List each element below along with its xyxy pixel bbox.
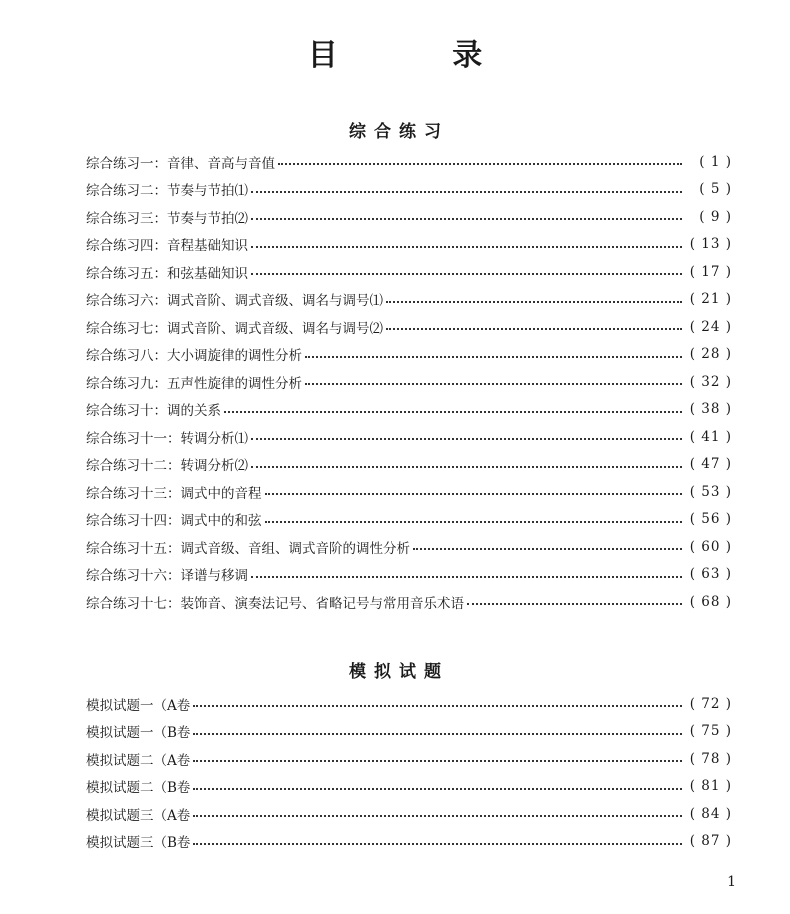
toc-entry-title: 综合练习八：大小调旋律的调性分析	[86, 348, 302, 365]
toc-entry[interactable]	[86, 313, 732, 341]
toc-entry-page: ( 87 )	[689, 833, 732, 850]
dot-leader	[251, 437, 682, 440]
toc-list-exercises	[86, 148, 732, 616]
toc-entry[interactable]	[86, 203, 732, 231]
toc-entry-page: ( 78 )	[689, 750, 732, 767]
dot-leader	[467, 602, 682, 605]
toc-entry-title: 综合练习十：调的关系	[86, 403, 221, 420]
toc-entry-page: ( 60 )	[689, 538, 732, 555]
toc-entry[interactable]	[86, 286, 732, 314]
toc-entry[interactable]	[86, 451, 732, 479]
toc-entry-title: 综合练习三：节奏与节拍⑵	[86, 210, 248, 227]
toc-entry-page: ( 17 )	[689, 263, 732, 280]
toc-entry-page: ( 75 )	[689, 723, 732, 740]
toc-entry-page: ( 53 )	[689, 483, 732, 500]
dot-leader	[305, 355, 682, 358]
toc-entry[interactable]	[86, 561, 732, 589]
toc-entry-page: ( 84 )	[689, 805, 732, 822]
toc-entry-page: ( 32 )	[689, 373, 732, 390]
toc-entry-page: ( 28 )	[689, 346, 732, 363]
toc-entry[interactable]	[86, 718, 732, 746]
toc-entry-page: ( 72 )	[689, 695, 732, 712]
toc-entry-page: ( 63 )	[689, 566, 732, 583]
toc-entry[interactable]	[86, 423, 732, 451]
dot-leader	[224, 410, 682, 413]
dot-leader	[265, 520, 683, 523]
dot-leader	[413, 547, 682, 550]
dot-leader	[193, 732, 682, 735]
toc-entry[interactable]	[86, 258, 732, 286]
toc-entry-title: 综合练习二：节奏与节拍⑴	[86, 183, 248, 200]
dot-leader	[251, 217, 682, 220]
toc-entry-title: 综合练习十二：转调分析⑵	[86, 458, 248, 475]
toc-entry-page: ( 5 )	[699, 181, 732, 198]
toc-entry[interactable]	[86, 478, 732, 506]
toc-entry-page: ( 21 )	[689, 291, 732, 308]
dot-leader	[305, 382, 682, 385]
dot-leader	[251, 190, 682, 193]
dot-leader	[251, 465, 682, 468]
toc-entry-page: ( 38 )	[689, 401, 732, 418]
toc-entry[interactable]	[86, 588, 732, 616]
toc-entry-title: 综合练习七：调式音阶、调式音级、调名与调号⑵	[86, 320, 383, 337]
dot-leader	[251, 245, 682, 248]
toc-entry-title: 综合练习十六：译谱与移调	[86, 568, 248, 585]
toc-entry-title: 综合练习四：音程基础知识	[86, 238, 248, 255]
toc-entry-title: 综合练习一：音律、音高与音值	[86, 155, 275, 172]
toc-entry-title: 综合练习十五：调式音级、音组、调式音阶的调性分析	[86, 540, 410, 557]
dot-leader	[386, 300, 682, 303]
toc-entry-page: ( 47 )	[689, 456, 732, 473]
toc-entry-title: 综合练习十三：调式中的音程	[86, 485, 262, 502]
toc-entry-title: 综合练习十一：转调分析⑴	[86, 430, 248, 447]
toc-entry[interactable]	[86, 773, 732, 801]
toc-entry-title: 综合练习六：调式音阶、调式音级、调名与调号⑴	[86, 293, 383, 310]
toc-entry[interactable]	[86, 341, 732, 369]
toc-entry-page: ( 13 )	[689, 236, 732, 253]
toc-entry-page: ( 56 )	[689, 511, 732, 528]
dot-leader	[193, 842, 682, 845]
toc-entry-page: ( 1 )	[699, 153, 732, 170]
dot-leader	[193, 787, 682, 790]
toc-entry-page: ( 81 )	[689, 778, 732, 795]
toc-entry-title: 综合练习五：和弦基础知识	[86, 265, 248, 282]
toc-entry[interactable]	[86, 828, 732, 856]
toc-entry[interactable]	[86, 690, 732, 718]
dot-leader	[278, 162, 682, 165]
toc-entry-page: ( 24 )	[689, 318, 732, 335]
toc-entry-title: 综合练习九：五声性旋律的调性分析	[86, 375, 302, 392]
page-number: 1	[727, 874, 736, 890]
toc-entry-title: 模拟试题一（A卷	[86, 697, 191, 714]
dot-leader	[265, 492, 683, 495]
toc-list-mock-tests	[86, 690, 732, 855]
toc-entry-page: ( 41 )	[689, 428, 732, 445]
toc-entry[interactable]	[86, 368, 732, 396]
toc-entry-title: 综合练习十四：调式中的和弦	[86, 513, 262, 530]
toc-entry[interactable]	[86, 148, 732, 176]
dot-leader	[193, 814, 682, 817]
dot-leader	[193, 759, 682, 762]
toc-entry[interactable]	[86, 231, 732, 259]
section-heading-mock-tests: 模拟试题	[349, 662, 449, 682]
toc-entry-page: ( 68 )	[689, 593, 732, 610]
toc-entry[interactable]	[86, 533, 732, 561]
toc-entry-title: 模拟试题二（A卷	[86, 752, 191, 769]
toc-entry-title: 模拟试题三（B卷	[86, 835, 191, 852]
toc-entry[interactable]	[86, 800, 732, 828]
dot-leader	[386, 327, 682, 330]
toc-entry-title: 综合练习十七：装饰音、演奏法记号、省略记号与常用音乐术语	[86, 595, 464, 612]
toc-entry-page: ( 9 )	[699, 208, 732, 225]
toc-entry[interactable]	[86, 396, 732, 424]
dot-leader	[193, 704, 682, 707]
dot-leader	[251, 575, 682, 578]
toc-entry[interactable]	[86, 745, 732, 773]
toc-entry-title: 模拟试题一（B卷	[86, 725, 191, 742]
section-heading-exercises: 综合练习	[349, 122, 449, 142]
dot-leader	[251, 272, 682, 275]
toc-entry[interactable]	[86, 176, 732, 204]
toc-entry[interactable]	[86, 506, 732, 534]
page-title: 目 录	[307, 38, 535, 73]
toc-entry-title: 模拟试题三（A卷	[86, 807, 191, 824]
toc-entry-title: 模拟试题二（B卷	[86, 780, 191, 797]
